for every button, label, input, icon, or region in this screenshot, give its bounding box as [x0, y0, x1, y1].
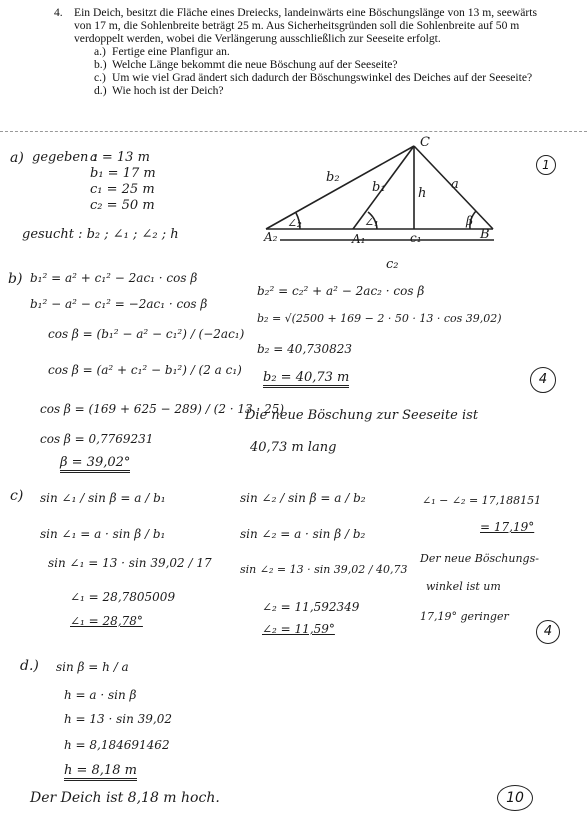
task-number: 4.: [54, 6, 63, 19]
b-result-b2: b₂ = 40,73 m: [263, 370, 349, 388]
subtask-b: b.) Welche Länge bekommt die neue Böschung auf der Seeseite?: [94, 58, 398, 71]
b-right-line-3: b₂ = 40,730823: [257, 342, 353, 356]
given-c2: c₂ = 50 m: [90, 198, 155, 213]
b-answer-line-2: 40,73 m lang: [250, 440, 337, 455]
vertex-a2-label: A₂: [264, 230, 278, 244]
side-c2-label: c₂: [386, 257, 399, 272]
c2-line-3: sin ∠₂ = 13 · sin 39,02 / 40,73: [240, 563, 408, 576]
given-b1: b₁ = 17 m: [90, 166, 156, 181]
c1-line-4: ∠₁ = 28,7805009: [70, 590, 176, 604]
vertex-c-label: C: [420, 135, 430, 150]
b-left-line-4: cos β = (a² + c₁² − b₁²) / (2 a c₁): [48, 363, 242, 377]
subtask-d: d.) Wie hoch ist der Deich?: [94, 84, 224, 97]
d-line-4: h = 8,184691462: [64, 738, 170, 752]
b-right-line-2: b₂ = √(2500 + 169 − 2 · 50 · 13 · cos 39,02): [257, 312, 502, 325]
c2-line-1: sin ∠₂ / sin β = a / b₂: [240, 491, 366, 505]
c1-result: ∠₁ = 28,78°: [70, 614, 143, 628]
side-b2-label: b₂: [326, 170, 340, 185]
c1-line-3: sin ∠₁ = 13 · sin 39,02 / 17: [48, 556, 212, 570]
b-left-line-6: cos β = 0,7769231: [40, 432, 154, 446]
given-c1: c₁ = 25 m: [90, 182, 155, 197]
subtask-c: c.) Um wie viel Grad ändert sich dadurch der Böschungswinkel des Deiches auf der Seeseite?: [94, 71, 533, 84]
angle-alpha1-label: ∠₁: [364, 215, 379, 229]
b-right-line-1: b₂² = c₂² + a² − 2ac₂ · cos β: [257, 284, 425, 298]
c2-line-2: sin ∠₂ = a · sin β / b₂: [240, 527, 366, 541]
angle-beta-label: β: [466, 214, 473, 228]
b-answer-line-1: Die neue Böschung zur Seeseite ist: [245, 408, 479, 423]
wanted-line: gesucht : b₂ ; ∠₁ ; ∠₂ ; h: [22, 227, 179, 242]
given-a: a = 13 m: [90, 150, 150, 165]
c3-result: = 17,19°: [480, 520, 535, 534]
angle-alpha2-label: ∠₂: [287, 216, 302, 230]
height-h-label: h: [418, 186, 427, 201]
d-result-h: h = 8,18 m: [64, 763, 137, 781]
b-result-beta: β = 39,02°: [60, 455, 130, 473]
c3-answer-1: Der neue Böschungs-: [420, 552, 539, 565]
given-label: gegeben :: [32, 150, 97, 165]
side-b1-label: b₁: [372, 180, 386, 195]
d-line-3: h = 13 · sin 39,02: [64, 712, 173, 726]
c3-difference: ∠₁ − ∠₂ = 17,188151: [422, 494, 542, 507]
c1-line-1: sin ∠₁ / sin β = a / b₁: [40, 491, 166, 505]
c2-result: ∠₂ = 11,59°: [262, 622, 335, 636]
part-a-label: a): [10, 150, 24, 166]
score-a: 1: [536, 155, 556, 175]
vertex-b-label: B: [480, 227, 490, 242]
part-d-label: d.): [20, 658, 39, 674]
b-left-line-5: cos β = (169 + 625 − 289) / (2 · 13 · 25): [40, 402, 285, 416]
d-line-2: h = a · sin β: [64, 688, 137, 702]
side-a-label: a: [451, 177, 459, 192]
score-total: 10: [497, 785, 533, 811]
c3-answer-3: 17,19° geringer: [420, 610, 509, 623]
task-text: Ein Deich, besitzt die Fläche eines Dreiecks, landeinwärts eine Böschungslänge von 13 m, seewärts von 17 m, die Sohlenbreite beträgt 25 m. Aus Sicherheitsgründen soll die Sohlenbreite auf 50 m verdoppelt werden, wobei die Verlängerung ausschließlich zur Seeseite erfolgt.: [74, 6, 537, 45]
part-b-label: b): [8, 271, 23, 287]
part-c-label: c): [10, 488, 24, 504]
c3-answer-2: winkel ist um: [426, 580, 501, 593]
b-left-line-1: b₁² = a² + c₁² − 2ac₁ · cos β: [30, 271, 198, 285]
d-line-1: sin β = h / a: [56, 660, 129, 674]
subtask-a: a.) Fertige eine Planfigur an.: [94, 45, 230, 58]
c1-line-2: sin ∠₁ = a · sin β / b₁: [40, 527, 166, 541]
score-c: 4: [536, 620, 560, 644]
b-left-line-2: b₁² − a² − c₁² = −2ac₁ · cos β: [30, 297, 208, 311]
d-answer: Der Deich ist 8,18 m hoch.: [30, 790, 220, 806]
vertex-a1-label: A₁: [352, 232, 366, 246]
c2-line-4: ∠₂ = 11,592349: [262, 600, 360, 614]
score-b: 4: [530, 367, 556, 393]
b-left-line-3: cos β = (b₁² − a² − c₁²) / (−2ac₁): [48, 327, 245, 341]
side-c1-label: c₁: [410, 231, 422, 245]
